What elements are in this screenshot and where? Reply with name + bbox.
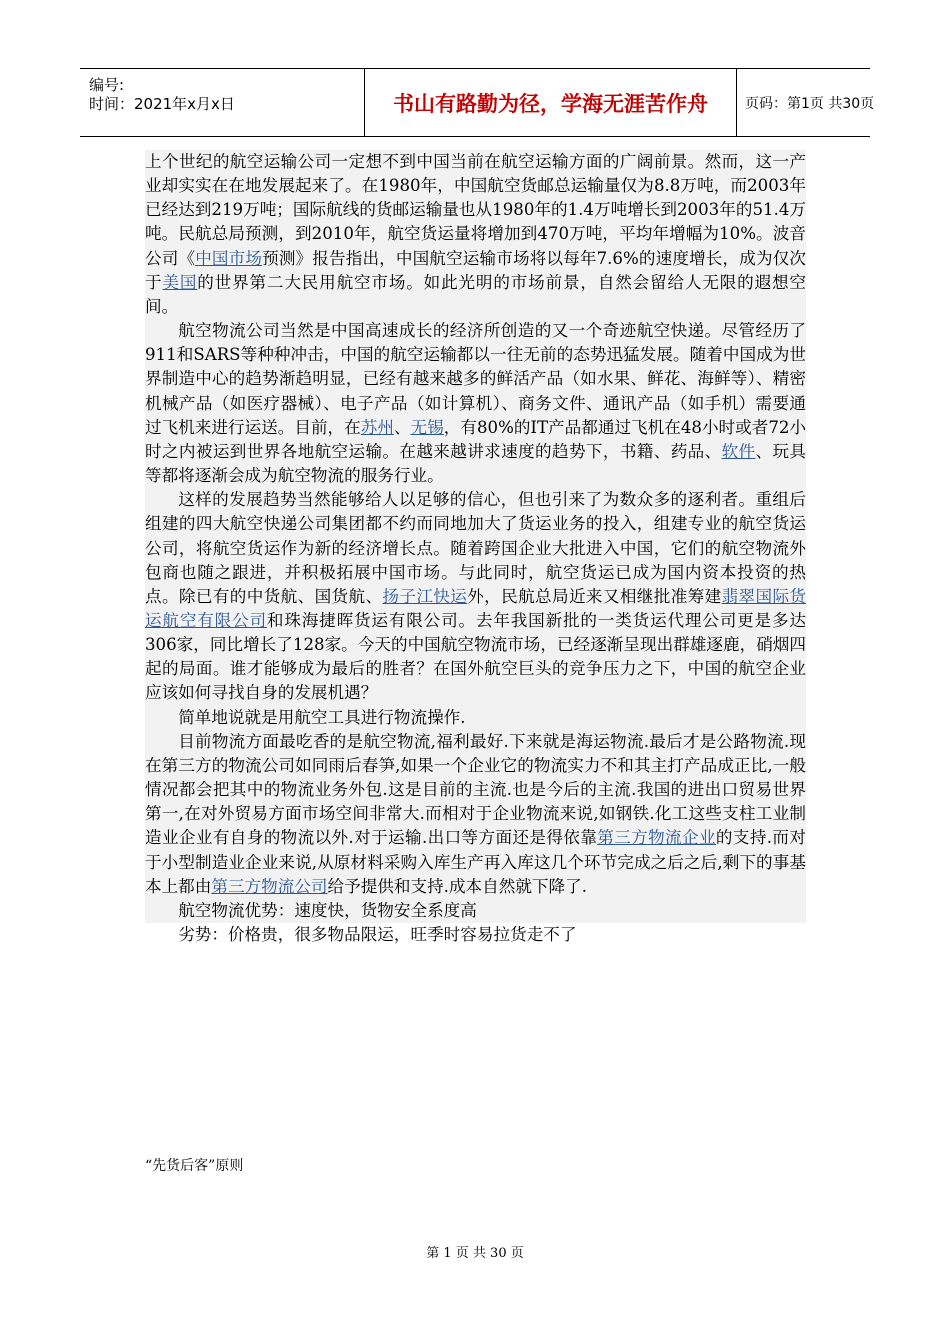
document-time-label: 时间：2021年x月x日 [89, 95, 235, 113]
paragraph-text: 劣势：价格贵，很多物品限运，旺季时容易拉货走不了 [178, 925, 577, 944]
paragraph-text: 和珠海捷晖货运有限公司。去年我国新批的一类货运代理公司更是多达306家，同比增长了128家。今天的中国航空物流市场，已经逐渐呈现出群雄逐鹿，硝烟四起的局面。谁才能够成为最后的胜者？在国外航空巨头的竞争压力之下，中国的航空企业应该如何寻找自身的发展机遇？ [145, 610, 807, 703]
inline-link[interactable]: 美国 [162, 272, 198, 292]
paragraph [145, 150, 806, 319]
inline-link[interactable]: 翡翠国际货运航空有限公司 [145, 586, 807, 630]
paragraph [145, 923, 806, 947]
header-meta [80, 69, 365, 136]
paragraph-text: 外，民航总局近来又相继批准筹建 [467, 586, 722, 606]
paragraph-text: 预测》报告指出，中国航空运输市场将以每年7.6%的速度增长，成为仅次于 [145, 248, 807, 292]
paragraph [145, 899, 806, 923]
paragraph-text: 的世界第二大民用航空市场。如此光明的市场前景，自然会留给人无限的遐想空间。 [145, 272, 807, 316]
paragraph-text: 简单地说就是用航空工具进行物流操作. [178, 707, 466, 727]
paragraph-text: ，有80%的IT产品都通过飞机在48小时或者72小时之内被运到世界各地航空运输。在越来越讲求速度的趋势下，书籍、药品、 [145, 417, 807, 461]
page-footer: 第 1 页 共 30 页 [426, 1246, 524, 1261]
inline-link[interactable]: 第三方物流公司 [211, 876, 328, 896]
paragraph-text: 这样的发展趋势当然能够给人以足够的信心，但也引来了为数众多的逐利者。重组后组建的四大航空快递公司集团都不约而同地加大了货运业务的投入，组建专业的航空货运公司，将航空货运作为新的经济增长点。随着跨国企业大批进入中国，它们的航空物流外包商也随之跟进，并积极拓展中国市场。与此同时，航空货运已成为国内资本投资的热点。除已有的中货航、国货航、 [145, 490, 806, 606]
header-motto-cell [365, 69, 737, 136]
paragraph-text: 上个世纪的航空运输公司一定想不到中国当前在航空运输方面的广阔前景。然而，这一产业却实实在在地发展起来了。在1980年，中国航空货邮总运输量仅为8.8万吨，而2003年已经达到219万吨；国际航线的货邮运输量也从1980年的1.4万吨增长到2003年的51.4万吨。民航总局预测，到2010年，航空货运量将增加到470万吨，平均年增幅为10%。波音公司《 [145, 152, 806, 268]
principle-note: “先货后客”原则 [145, 1158, 244, 1174]
paragraph [145, 319, 806, 488]
document-number-label: 编号: [89, 76, 125, 94]
inline-link[interactable]: 第三方物流企业 [597, 828, 716, 848]
paragraph-text: 目前物流方面最吃香的是航空物流,福利最好.下来就是海运物流.最后才是公路物流.现在第三方的物流公司如同雨后春笋,如果一个企业它的物流实力不和其主打产品成正比,一般情况都会把其中的物流业务外包.这是目前的主流.也是今后的主流.我国的进出口贸易世界第一,在对外贸易方面市场空间非常大.而相对于企业物流来说,如钢铁.化工这些支柱工业制造业企业有自身的物流以外.对于运输.出口等方面还是得依靠 [145, 731, 806, 848]
header-page-info: 页码：第1页 共30页 [745, 95, 875, 112]
paragraph [145, 706, 806, 730]
paragraph-text: 、 [393, 417, 411, 437]
header-page-cell [737, 69, 878, 136]
paragraph-text: 的支持.而对于小型制造业企业来说,从原材料采购入库生产再入库这几个环节完成之后之后,剩下的事基本上都由 [145, 828, 806, 896]
inline-link[interactable]: 无锡 [410, 417, 444, 437]
inline-link[interactable]: 苏州 [360, 417, 394, 437]
inline-link[interactable]: 扬子江快运 [382, 586, 468, 606]
document-body [145, 150, 806, 947]
inline-link[interactable]: 软件 [721, 441, 756, 461]
page-header [80, 68, 875, 137]
paragraph-text: 航空物流优势：速度快，货物安全系度高 [178, 900, 477, 920]
paragraph-text: 航空物流公司当然是中国高速成长的经济所创造的又一个奇迹航空快递。尽管经历了911和SARS等种种冲击，中国的航空运输都以一往无前的态势迅猛发展。随着中国成为世界制造中心的趋势渐趋明显，已经有越来越多的鲜活产品（如水果、鲜花、海鲜等）、精密机械产品（如医疗器械）、电子产品（如计算机）、商务文件、通讯产品（如手机）需要通过飞机来进行运送。目前，在 [145, 321, 806, 437]
inline-link[interactable]: 中国市场 [195, 248, 263, 268]
paragraph [145, 730, 806, 899]
header-motto: 书山有路勤为径，学海无涯苦作舟 [393, 91, 708, 116]
paragraph [145, 488, 806, 705]
paragraph-text: 、玩具等都将逐渐会成为航空物流的服务行业。 [145, 441, 807, 486]
paragraph-text: 给予提供和支持.成本自然就下降了. [327, 876, 587, 896]
